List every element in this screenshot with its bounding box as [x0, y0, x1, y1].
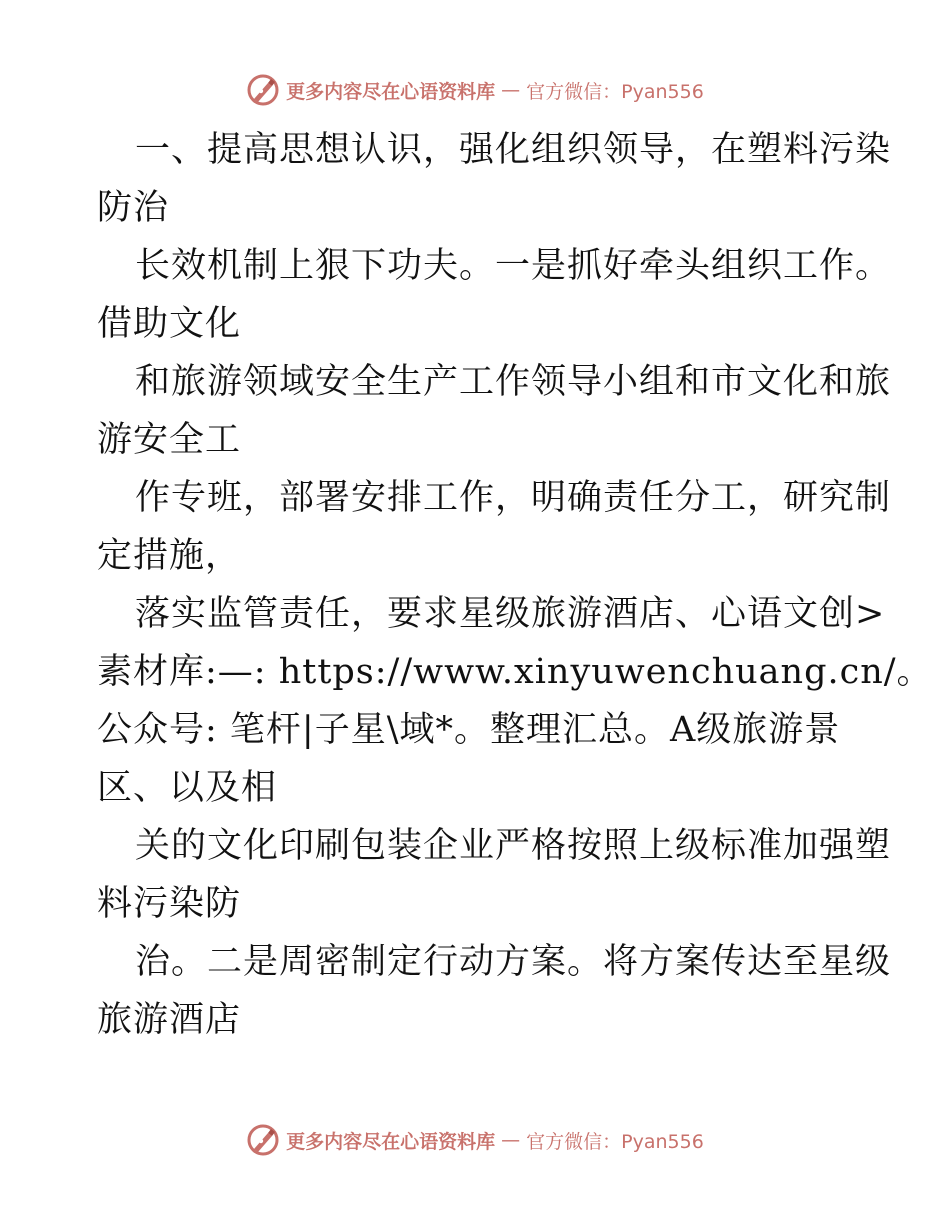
body-line: 料污染防: [97, 884, 242, 924]
body-line: 落实监管责任，要求星级旅游酒店、心语文创>: [135, 594, 886, 634]
footer-promo-text: 更多内容尽在心语资料库: [286, 1130, 496, 1153]
pen-seal-logo-icon: [246, 1123, 280, 1157]
body-line: 区、以及相: [97, 768, 278, 808]
header-contact-text: 官方微信：Pyan556: [526, 80, 704, 103]
body-line: 关的文化印刷包装企业严格按照上级标准加强塑: [135, 826, 892, 866]
footer-separator: —: [501, 1129, 521, 1151]
body-line: 作专班，部署安排工作，明确责任分工，研究制: [135, 478, 892, 518]
body-line: 定措施，: [97, 536, 242, 576]
body-line: 长效机制上狠下功夫。一是抓好牵头组织工作。: [135, 246, 892, 286]
body-line: 游安全工: [97, 420, 242, 460]
body-line: 公众号: 笔杆|子星\域*。整理汇总。A级旅游景: [97, 710, 841, 750]
body-line: 防治: [97, 188, 170, 228]
body-line: 和旅游领域安全生产工作领导小组和市文化和旅: [135, 362, 892, 402]
footer-banner: [0, 1120, 950, 1160]
body-line: 借助文化: [97, 304, 242, 344]
header-banner: [0, 70, 950, 110]
header-separator: —: [501, 79, 521, 101]
pen-seal-logo-icon: [246, 73, 280, 107]
body-line: 素材库:—: https://www.xinyuwenchuang.cn/。: [97, 652, 933, 692]
body-line: 一、提高思想认识，强化组织领导，在塑料污染: [135, 130, 892, 170]
footer-contact-text: 官方微信：Pyan556: [526, 1130, 704, 1153]
header-promo-text: 更多内容尽在心语资料库: [286, 80, 496, 103]
body-line: 治。二是周密制定行动方案。将方案传达至星级: [135, 942, 892, 982]
document-body: [97, 121, 933, 1049]
body-line: 旅游酒店: [97, 1000, 242, 1040]
